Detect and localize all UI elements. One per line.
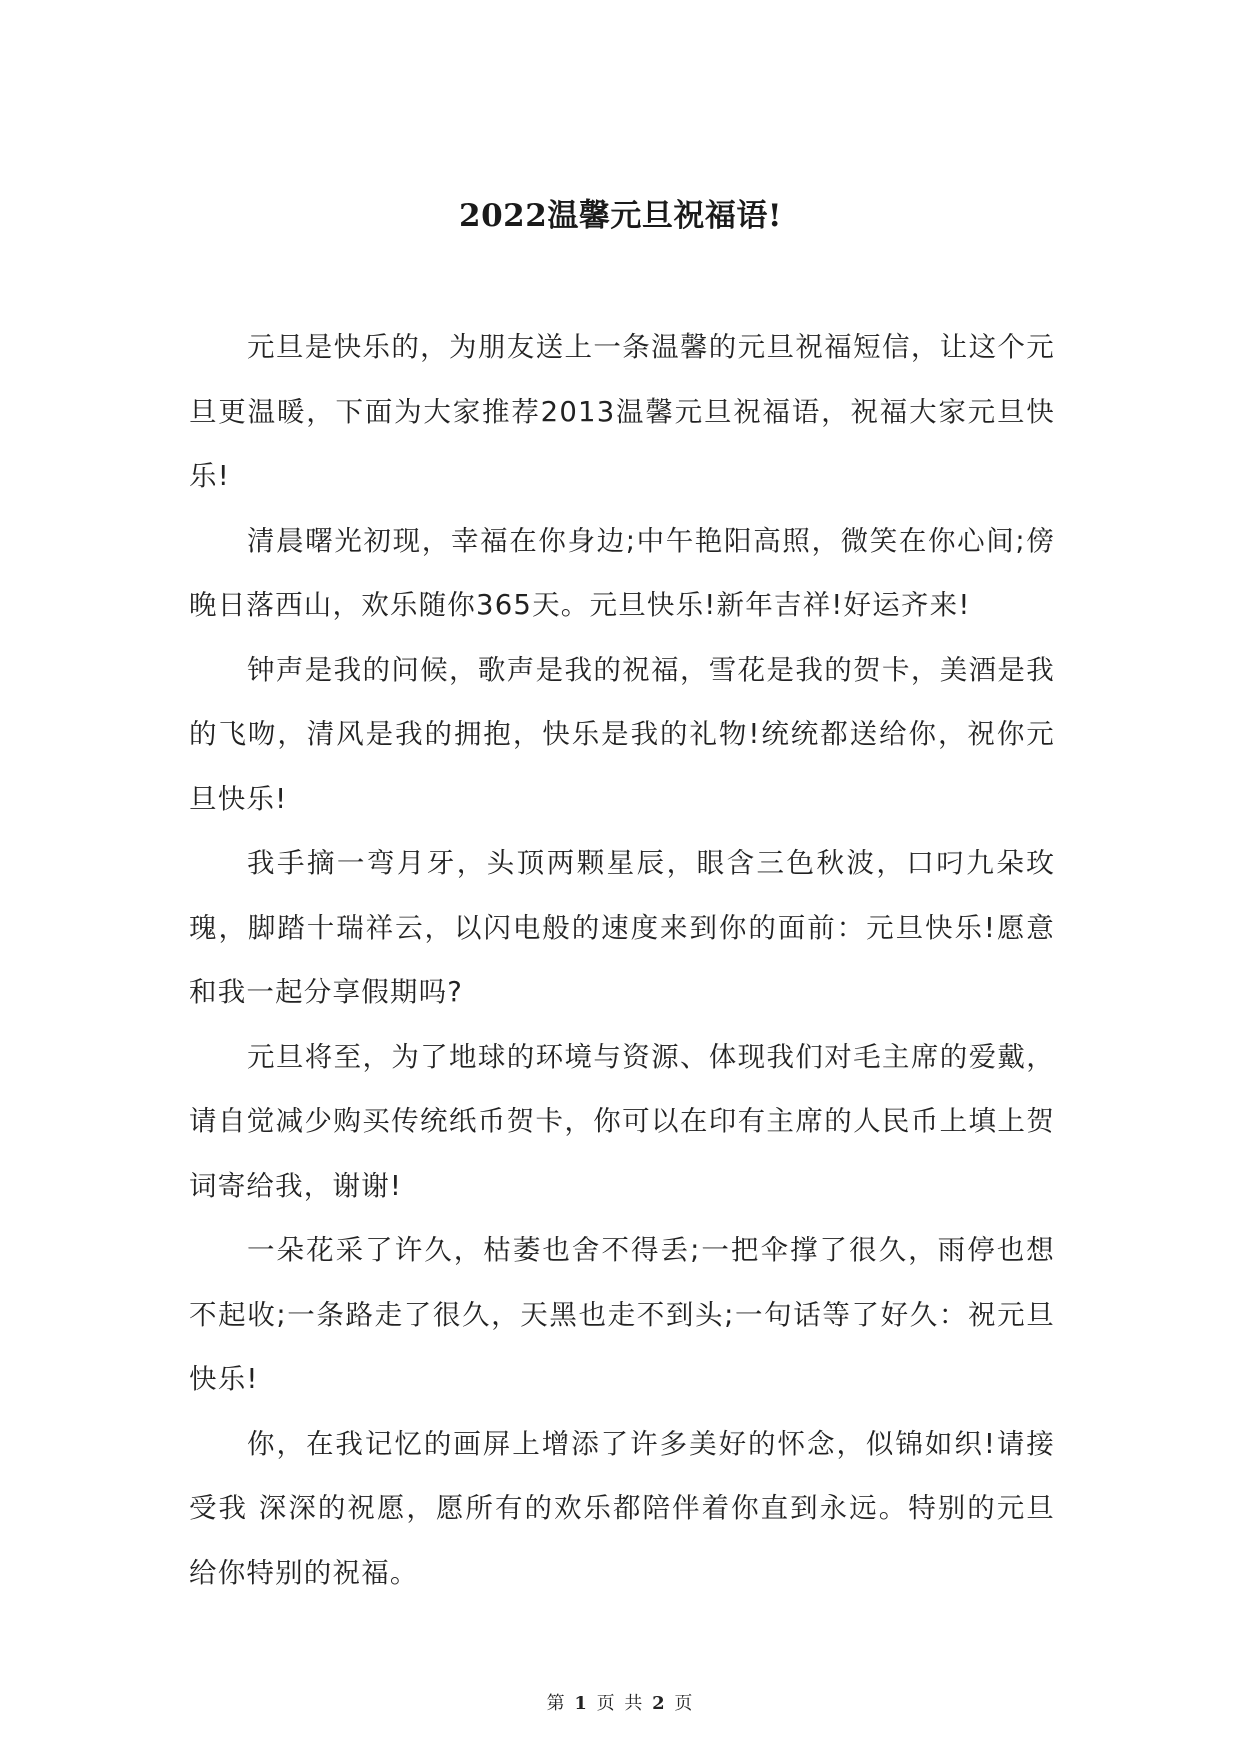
paragraph: 我手摘一弯月牙，头顶两颗星辰，眼含三色秋波，口叼九朵玫瑰，脚踏十瑞祥云，以闪电般的速度来到你的面前：元旦快乐!愿意和我一起分享假期吗?	[189, 847, 1055, 1008]
paragraph: 元旦将至，为了地球的环境与资源、体现我们对毛主席的爱戴，请自觉减少购买传统纸币贺卡，你可以在印有主席的人民币上填上贺词寄给我，谢谢!	[189, 1040, 1055, 1202]
paragraph: 钟声是我的问候，歌声是我的祝福，雪花是我的贺卡，美酒是我的飞吻，清风是我的拥抱，快乐是我的礼物!统统都送给你，祝你元旦快乐!	[189, 653, 1055, 815]
paragraph: 元旦是快乐的，为朋友送上一条温馨的元旦祝福短信，让这个元旦更温暖，下面为大家推荐2013温馨元旦祝福语，祝福大家元旦快乐!	[189, 331, 1055, 492]
document-body	[189, 315, 1055, 1605]
paragraph: 清晨曙光初现，幸福在你身边;中午艳阳高照，微笑在你心间;傍晚日落西山，欢乐随你365天。元旦快乐!新年吉祥!好运齐来!	[189, 524, 1055, 621]
page-footer-prefix: 第	[546, 1693, 567, 1714]
page-footer-suffix: 页	[674, 1693, 695, 1714]
page-footer-middle: 页 共	[596, 1693, 645, 1714]
paragraph: 你，在我记忆的画屏上增添了许多美好的怀念，似锦如织!请接受我 深深的祝愿，愿所有的欢乐都陪伴着你直到永远。特别的元旦给你特别的祝福。	[189, 1427, 1055, 1589]
document-title: 2022温馨元旦祝福语!	[459, 198, 782, 234]
page-number-total: 2	[652, 1693, 667, 1714]
page-number-current: 1	[574, 1693, 589, 1714]
paragraph: 一朵花采了许久，枯萎也舍不得丢;一把伞撑了很久，雨停也想不起收;一条路走了很久，天黑也走不到头;一句话等了好久：祝元旦快乐!	[189, 1234, 1055, 1395]
page-footer	[0, 1692, 1241, 1716]
